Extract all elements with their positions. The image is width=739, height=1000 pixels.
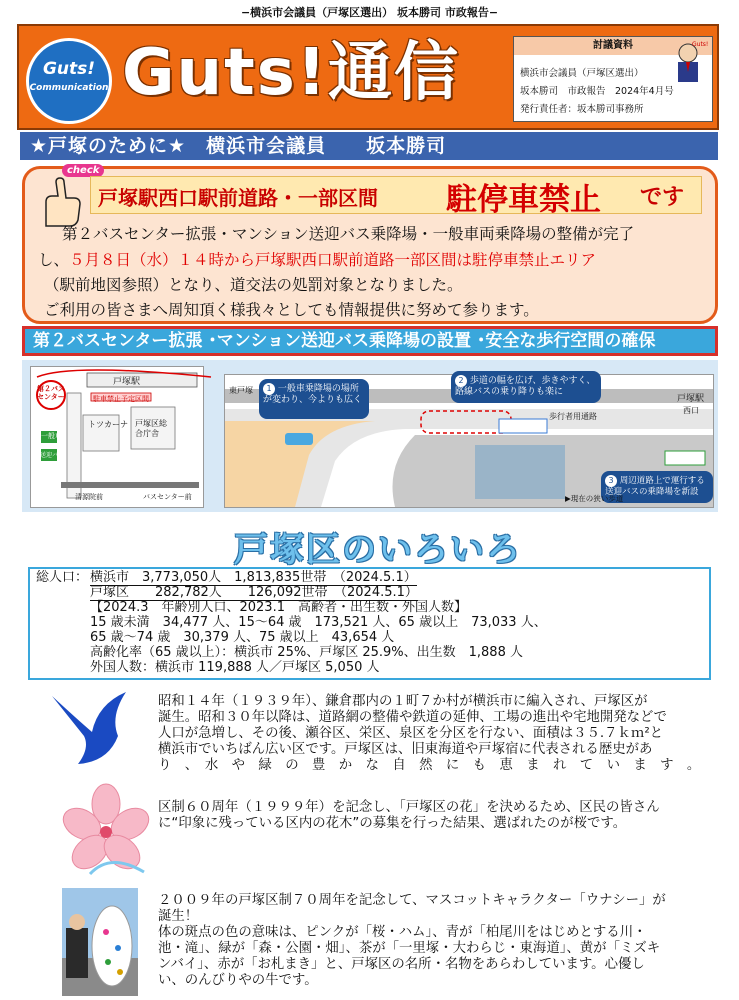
mascot-line: 体の斑点の色の意味は、ピンクが「桜・ハム」、青が「柏尾川をはじめとする川・: [158, 925, 647, 940]
pointing-hand-icon: [36, 176, 84, 228]
age-stats-heading: 【2024.3 年齢別人口、2023.1 高齢者・出生数・外国人数】: [90, 600, 467, 615]
bus-center-mae-label: バスセンター前: [143, 493, 192, 501]
mall-label: トツカーナ: [88, 420, 128, 429]
population-totsuka: 戸塚区 282,782人 126,092世帯 （2024.5.1）: [90, 585, 418, 600]
history-line: り 、 水 や 緑 の 豊 か な 自 然 に も 恵 ま れ て い ま す 。: [158, 758, 701, 773]
char-label: Guts!: [692, 41, 709, 48]
history-line: 横浜市でいちばん広い区です。戸塚区は、旧東海道や戸塚宿に代表される歴史があ: [158, 742, 653, 757]
author-caricature-icon: [670, 40, 709, 84]
population-label: 総人口：: [36, 570, 89, 585]
mascot-line: 池・滝」、緑が「森・公園・畑」、茶が「一里塚・大わらじ・東海道」、黄が「ミズキ: [158, 941, 661, 956]
notice-line: （駅前地図参照）となり、道交法の処罰対象となりました。: [44, 276, 463, 294]
author-banner: ★戸塚のために★ 横浜市会議員 坂本勝司: [20, 132, 718, 160]
check-badge: check: [62, 164, 104, 177]
ward-office-label: 戸塚区総合庁舎: [135, 419, 167, 438]
history-line: 人口が急増し、その後、瀬谷区、栄区、泉区を分区を行ない、面積は３５.７ｋｍ²と: [158, 726, 664, 741]
shrine-label: 清源院前: [75, 493, 103, 501]
notice-headline-tail: です: [640, 185, 685, 210]
section-title: 戸塚区のいろいろ: [234, 530, 522, 570]
notice-line: [38, 248, 596, 270]
no-parking-section-label: 駐車禁止予定区間: [93, 395, 149, 403]
logo-subtext: Communication: [29, 83, 109, 93]
callout-number: 1: [263, 383, 275, 395]
ward-emblem-icon: [48, 690, 148, 766]
area-map: [30, 366, 204, 508]
info-line: 横浜市会議員（戸塚区選出）: [520, 68, 644, 79]
notice-headline-no-parking: 駐停車禁止: [446, 182, 601, 218]
callout-number: 2: [455, 375, 467, 387]
aging-rate: 高齢化率（65 歳以上）：横浜市 25%、戸塚区 25.9%、出生数 1,888 人: [90, 645, 523, 660]
mascot-photo: [62, 888, 138, 996]
flower-line: 区制６０周年（１９９９年）を記念し、「戸塚区の花」を決めるため、区民の皆さん: [158, 800, 660, 815]
notice-line: ご利用の皆さまへ周知頂く様我々としても情報提供に努めて参ります。: [44, 301, 539, 319]
walkway-label: 歩行者用通路: [549, 412, 597, 421]
project-banner: 第２バスセンター拡張 ･マンション送迎バス乗降場の設置 ･安全な歩行空間の確保: [22, 326, 718, 356]
mascot-line: い、のんびりやの牛です。: [158, 973, 318, 988]
current-sidewalk-label: ▶現在の狭い歩道: [565, 494, 624, 503]
callout-text: 歩道の幅を広げ、歩きやすく、路線バスの乗り降りも楽に: [455, 376, 596, 397]
notice-line: 第２バスセンター拡張・マンション送迎バス乗降場・一般車両乗降場の整備が完了: [62, 225, 635, 243]
info-line: 坂本勝司 市政報告 2024年4月号: [520, 86, 674, 97]
foreign-residents: 外国人数：横浜市 119,888 人／戸塚区 5,050 人: [90, 660, 380, 675]
east-totsuka-label: 東戸塚: [229, 386, 253, 395]
station-plan-diagram: [224, 374, 714, 508]
bus-label: 送迎バス: [40, 452, 65, 459]
logo-text: Guts!: [42, 59, 96, 79]
cherry-blossom-icon: [60, 782, 152, 880]
mascot-line: ２００９年の戸塚区制７０周年を記念して、マスコットキャラクター「ウナシー」が: [158, 893, 666, 908]
bus-center-label: 第２バスセンター: [37, 385, 65, 401]
map-station-label: 戸塚駅: [113, 377, 141, 387]
age-stats-line: 65 歳～74 歳 30,379 人、75 歳以上 43,654 人: [90, 630, 395, 645]
callout-general-car: [259, 379, 369, 419]
callout-text: 周辺道路上で運行する送迎バスの乗降場を新設: [605, 476, 705, 497]
info-head: 討議資料: [514, 37, 712, 55]
mascot-line: ンバイ」、赤が「お札まき」と、戸塚区の名所・名物をあらわしています。心優し: [158, 957, 645, 972]
callout-text: 一般車乗降場の場所が変わり、今よりも広く: [263, 384, 363, 405]
callout-sidewalk: [451, 371, 601, 403]
mascot-line: 誕生！: [158, 909, 199, 924]
newsletter-title: Guts!通信: [122, 36, 460, 110]
notice-date-highlight: ５月８日（水）１４時から戸塚駅西口駅前道路一部区間は駐停車禁止エリア: [69, 251, 597, 269]
notice-line-start: し、: [38, 251, 70, 269]
ippan-label: 一般車: [41, 432, 62, 440]
callout-number: 3: [605, 475, 617, 487]
history-line: 誕生。昭和３０年以降は、道路網の整備や鉄道の延伸、工場の進出や宅地開発などで: [158, 710, 667, 725]
top-line: −横浜市会議員（戸塚区選出） 坂本勝司 市政報告−: [240, 6, 499, 19]
population-yokohama: 横浜市 3,773,050人 1,813,835世帯 （2024.5.1）: [90, 570, 417, 585]
info-line: 発行責任者：坂本勝司事務所: [520, 104, 644, 115]
guts-logo: [26, 38, 112, 124]
notice-headline-location: 戸塚駅西口駅前道路・一部区間: [98, 186, 378, 210]
age-stats-line: 15 歳未満 34,477 人、15～64 歳 173,521 人、65 歳以上 73,033 人、: [90, 615, 547, 630]
west-exit-label: 西口: [683, 406, 699, 415]
history-line: 昭和１４年（１９３９年）、鎌倉郡内の１町７か村が横浜市に編入され、戸塚区が: [158, 694, 648, 709]
plan-station-label: 戸塚駅: [677, 394, 705, 404]
flower-line: に“印象に残っている区内の花木”の募集を行った結果、選ばれたのが桜です。: [158, 816, 627, 831]
